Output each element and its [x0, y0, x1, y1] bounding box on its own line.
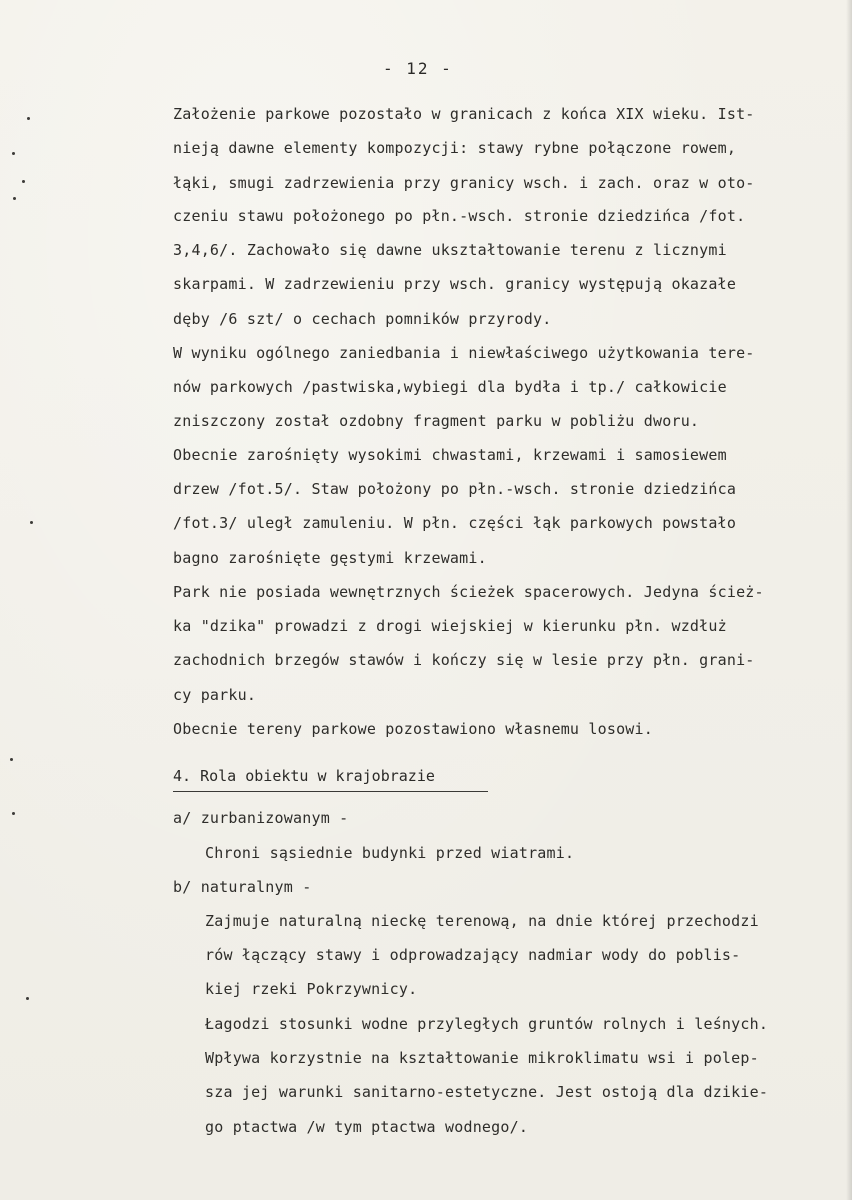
heading-underline [173, 791, 488, 792]
text-line: Zajmuje naturalną nieckę terenową, na dnie której przechodzi [205, 912, 759, 930]
text-line: sza jej warunki sanitarno-estetyczne. Jest ostoją dla dzikie- [205, 1083, 769, 1101]
text-line: Obecnie zarośnięty wysokimi chwastami, krzewami i samosiewem [173, 446, 727, 464]
text-line: W wyniku ogólnego zaniedbania i niewłaściwego użytkowania tere- [173, 344, 755, 362]
text-line: zachodnich brzegów stawów i kończy się w lesie przy płn. grani- [173, 651, 755, 669]
text-line: 3,4,6/. Zachowało się dawne ukształtowanie terenu z licznymi [173, 241, 727, 259]
margin-speck [12, 812, 15, 815]
text-line: Park nie posiada wewnętrznych ścieżek spacerowych. Jedyna ścież- [173, 583, 764, 601]
text-line: Wpływa korzystnie na kształtowanie mikroklimatu wsi i polep- [205, 1049, 759, 1067]
text-line: dęby /6 szt/ o cechach pomników przyrody. [173, 310, 552, 328]
text-line: Łagodzi stosunki wodne przyległych gruntów rolnych i leśnych. [205, 1015, 769, 1033]
text-line: zniszczony został ozdobny fragment parku w pobliżu dworu. [173, 412, 700, 430]
text-line: cy parku. [173, 686, 257, 704]
section-heading: 4. Rola obiektu w krajobrazie [173, 767, 435, 785]
text-line: go ptactwa /w tym ptactwa wodnego/. [205, 1118, 529, 1136]
list-item-label: a/ zurbanizowanym - [173, 809, 349, 827]
text-line: drzew /fot.5/. Staw położony po płn.-wsch. stronie dziedzińca [173, 480, 737, 498]
margin-speck [27, 117, 30, 120]
margin-speck [22, 180, 25, 183]
margin-speck [10, 758, 13, 761]
list-item-label: b/ naturalnym - [173, 878, 312, 896]
text-line: Obecnie tereny parkowe pozostawiono własnemu losowi. [173, 720, 653, 738]
margin-speck [13, 197, 16, 200]
text-line: bagno zarośnięte gęstymi krzewami. [173, 549, 487, 567]
text-line: Założenie parkowe pozostało w granicach z końca XIX wieku. Ist- [173, 105, 755, 123]
text-line: nów parkowych /pastwiska,wybiegi dla bydła i tp./ całkowicie [173, 378, 727, 396]
page-number: - 12 - [383, 59, 453, 78]
text-line: łąki, smugi zadrzewienia przy granicy wsch. i zach. oraz w oto- [173, 174, 755, 192]
margin-speck [26, 997, 29, 1000]
text-line: rów łączący stawy i odprowadzający nadmiar wody do poblis- [205, 946, 741, 964]
margin-speck [30, 521, 33, 524]
text-line: skarpami. W zadrzewieniu przy wsch. granicy występują okazałe [173, 275, 737, 293]
text-line: kiej rzeki Pokrzywnicy. [205, 980, 418, 998]
page-edge-shadow [846, 0, 852, 1200]
text-line: nieją dawne elementy kompozycji: stawy rybne połączone rowem, [173, 139, 737, 157]
text-line: ka "dzika" prowadzi z drogi wiejskiej w kierunku płn. wzdłuż [173, 617, 727, 635]
text-line: czeniu stawu położonego po płn.-wsch. stronie dziedzińca /fot. [173, 207, 746, 225]
text-line: /fot.3/ uległ zamuleniu. W płn. części łąk parkowych powstało [173, 514, 737, 532]
margin-speck [12, 152, 15, 155]
text-line: Chroni sąsiednie budynki przed wiatrami. [205, 844, 575, 862]
